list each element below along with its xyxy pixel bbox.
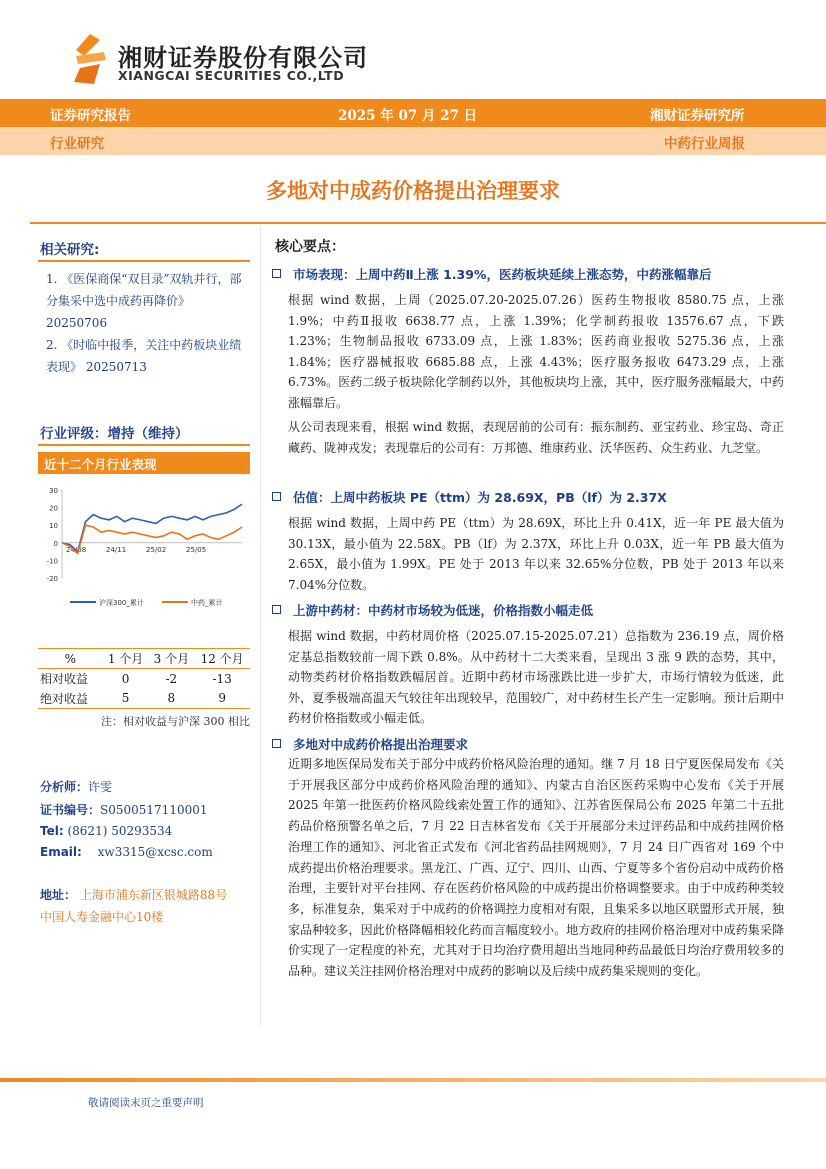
bullet-market [272,265,711,283]
email-address[interactable]: xw3315@xcsc.com [97,845,213,859]
company-name-cn: 湘财证券股份有限公司 [118,44,368,72]
tel-label: Tel: [40,824,64,838]
bullet-upstream [272,601,593,619]
table-cell: 5 [103,689,149,709]
report-subcategory: 中药行业周报 [664,136,745,152]
header-band-primary [0,99,826,127]
company-paragraph: 从公司表现来看，根据 wind 数据，表现居前的公司有：振东制药、亚宝药业、珍宝岛、奇正藏药、陇神戎发；表现靠后的公司有：万邦德、维康药业、沃华医药、众生药业、九芝堂。 [288,420,784,455]
table-cell: 绝对收益 [38,689,103,709]
table-note: 注：相对收益与沪深 300 相比 [101,715,250,728]
company-logo-icon [70,34,108,84]
institute-name: 湘财证券研究所 [650,108,745,124]
related-ref-1-date: 20250706 [46,316,108,330]
cert-number: S0500517110001 [100,803,208,817]
performance-table [38,648,250,709]
tel-number: (8621) 50293534 [67,824,173,838]
legend-label: 沪深300_累计 [99,599,144,607]
table-row [38,669,250,689]
address [40,886,227,903]
checkbox-square-icon [272,492,281,501]
telephone [40,824,172,838]
title-divider [30,222,826,224]
y-tick-label: 20 [49,504,58,513]
table-header-cell: 1 个月 [103,649,149,669]
y-tick-label: -20 [46,575,58,583]
bullet-valuation [272,488,667,506]
report-title: 多地对中成药价格提出治理要求 [266,179,560,203]
y-tick-label: 10 [49,522,58,531]
table-header-row [38,649,250,669]
email-label: Email: [40,845,82,859]
footer-disclaimer[interactable]: 敬请阅读末页之重要声明 [88,1097,204,1109]
address-label: 地址： [40,888,77,902]
table-cell: 0 [121,671,130,686]
header-band-secondary [0,127,826,155]
bullet-valuation-title: 估值：上周中药板块 PE（ttm）为 28.69X，PB（lf）为 2.37X [293,490,667,505]
legend-label: 中药_累计 [191,599,223,607]
table-cell: -2 [165,671,178,686]
bullet-upstream-title: 上游中药材：中药材市场较为低迷，价格指数小幅走低 [293,603,594,618]
y-tick-label: -10 [46,557,58,566]
address-line-2: 中国人寿金融中心10楼 [40,910,164,924]
company-name-en: XIANGCAI SECURITIES CO.,LTD [118,68,345,83]
bullet-policy-title: 多地对中成药价格提出治理要求 [293,737,469,752]
address-line-1: 上海市浦东新区银城路88号 [79,888,228,902]
related-research-heading: 相关研究: [40,242,100,258]
x-tick-label: 25/05 [186,545,207,554]
analyst-label: 分析师： [40,780,89,794]
core-points-heading: 核心要点： [275,239,345,255]
x-tick-label: 25/02 [146,545,167,554]
related-research-list [46,268,250,378]
report-type: 证券研究报告 [50,108,131,124]
policy-paragraph: 近期多地医保局发布关于部分中成药价格风险治理的通知。继 7 月 18 日宁夏医保局发布《关于开展我区部分中成药价格风险治理的通知》、内蒙古自治区医药采购中心发布《关于开展 2025 年第一批医药价格风险线索处置工作的通知》、江苏省医保局公布 2025 年第二十五批药品价格预警名单之后，7 月 22 日吉林省发布《关于开展部分未过评药品和中成药挂网价格治理工作的通知》、河北省正式发布《河北省药品挂网规则》，7 月 24 日广西省对 169 个中成药提出价格治理要求。黑龙江、广西、辽宁、四川、山西、宁夏等多个省份启动中成药价格治理，主要针对平台挂网、存在医药价格风险的中成药提出价格调整要求。由于中成药种类较多，标准复杂，集采对于中成药的价格调控力度相对有限，且集采多以地区联盟形式开展，独家品种较多，因此价格降幅相较化药而言幅度较小。地方政府的挂网价格治理对中成药集采降价实现了一定程度的补充，尤其对于日均治疗费用超出当地同种药品最低日均治疗费用较多的品种。建议关注挂网价格治理对中成药的影响以及后续中成药集采规则的变化。 [288,757,784,979]
performance-heading: 近十二个月行业表现 [44,457,157,472]
report-date: 2025 年 07 月 27 日 [338,108,478,124]
column-divider [260,226,261,1026]
y-tick-label: 30 [49,487,58,495]
rating-rule [38,444,250,446]
performance-heading-band [38,452,250,474]
related-ref-2[interactable]: 2. 《时临中报季，关注中药板块业绩表现》 20250713 [46,338,242,374]
x-tick-label: 24/11 [106,545,127,554]
performance-chart [38,480,250,620]
valuation-paragraph: 根据 wind 数据，上周中药 PE（ttm）为 28.69X，环比上升 0.41X，近一年 PE 最大值为 30.13X，最小值为 22.58X。PB（lf）为 2.37X，环比上升 0.03X，近一年 PB 最大值为 2.65X，最小值为 1.99X。PE 处于 2013 年以来 32.65%分位数，PB 处于 2013 年以来 7.04%分位数。 [288,516,784,592]
email [40,845,213,859]
market-paragraph: 根据 wind 数据，上周（2025.07.20-2025.07.26）医药生物报收 8580.75 点，上涨 1.9%；中药Ⅱ报收 6638.77 点，上涨 1.39%；化学制药报收 13576.67 点，下跌 1.23%；生物制品报收 6733.09 点，上涨 1.83%；医药商业报收 5275.36 点，上涨 1.84%；医疗器械报收 6685.88 点，上涨 4.43%；医疗服务报收 6473.29 点，上涨 6.73%。医药二级子板块除化学制药以外，其他板块均上涨，其中，医疗服务涨幅最大，中药涨幅靠后。 [288,293,784,410]
table-cell: 相对收益 [40,672,89,687]
table-cell: 9 [194,689,250,709]
table-header-cell: 3 个月 [148,649,194,669]
table-header-cell: % [38,649,103,669]
y-tick-label: 0 [53,539,58,548]
upstream-paragraph: 根据 wind 数据，中药材周价格（2025.07.15-2025.07.21）总指数为 236.19 点，周价格定基总指数较前一周下跌 0.8%。从中药材十二大类来看，呈现出 3 涨 9 跌的态势，其中，动物类药材价格指数跌幅居首。近期中药材市场涨跌比进一步扩大，市场行情较为低迷，此外，夏季极端高温天气较往年出现较早，范围较广，对中药材生长产生一定影响。预计后期中药材价格指数或小幅走低。 [288,629,784,725]
table-row [38,689,250,709]
bullet-policy [272,735,468,753]
table-cell: 8 [148,689,194,709]
series-line-1 [62,504,242,551]
analyst-name: 许雯 [88,780,113,794]
x-tick-label: 24/08 [66,545,87,554]
industry-rating: 行业评级：增持（维持） [40,426,189,442]
cert-label: 证书编号： [40,803,101,817]
footer-rule [0,1078,826,1082]
checkbox-square-icon [272,269,281,278]
checkbox-square-icon [272,605,281,614]
related-research-rule [38,260,250,262]
table-header-cell: 12 个月 [194,649,250,669]
related-ref-1[interactable]: 1. 《医保商保“双目录”双轨并行，部分集采中选中成药再降价》 [46,272,242,308]
report-category: 行业研究 [50,136,104,152]
table-cell: -13 [212,671,232,686]
bullet-market-title: 市场表现：上周中药Ⅱ上涨 1.39%，医药板块延续上涨态势，中药涨幅靠后 [293,267,712,282]
certificate [40,801,208,818]
checkbox-square-icon [272,739,281,748]
analyst [40,778,112,795]
